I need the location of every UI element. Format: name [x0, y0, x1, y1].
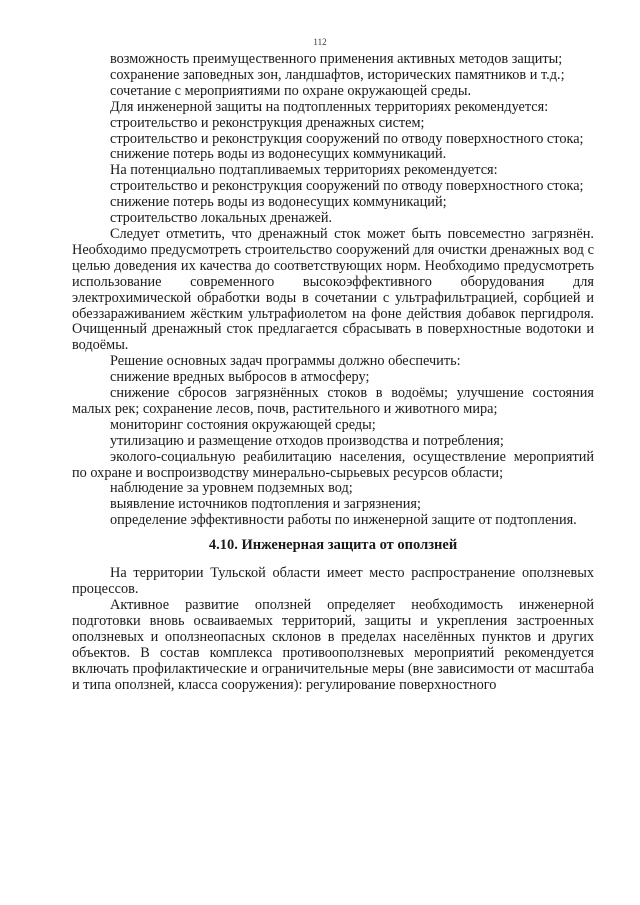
- page-number: 112: [313, 37, 327, 47]
- paragraph: сочетание с мероприятиями по охране окружающей среды.: [110, 82, 472, 99]
- paragraph: мониторинг состояния окружающей среды;: [110, 416, 376, 433]
- paragraph: снижение сбросов загрязнённых стоков в водоёмы; улучшение состояния малых рек; сохранение лесов, почв, растительного и животного мира;: [72, 385, 594, 417]
- paragraph: Активное развитие оползней определяет необходимость инженерной подготовки вновь осваиваемых территорий, защиты и укрепления застроенных оползневых и оползнеопасных склонов в пределах населённых пунктов и других объектов. В состав комплекса противооползневых мероприятий рекомендуется включать профилактические и ограничительные меры (вне зависимости от масштаба и типа оползней, класса сооружения): регулирование поверхностного: [72, 597, 594, 693]
- paragraph: утилизацию и размещение отходов производства и потребления;: [110, 432, 504, 449]
- paragraph: строительство и реконструкция сооружений по отводу поверхностного стока;: [110, 130, 584, 147]
- paragraphs-after: [72, 566, 594, 693]
- paragraph: строительство и реконструкция сооружений по отводу поверхностного стока;: [110, 178, 584, 195]
- body-text: [72, 52, 594, 693]
- section-title: 4.10. Инженерная защита от оползней: [208, 537, 458, 554]
- paragraph: наблюдение за уровнем подземных вод;: [110, 480, 353, 497]
- paragraph: Для инженерной защиты на подтопленных территориях рекомендуется:: [110, 98, 549, 115]
- paragraph: На потенциально подтапливаемых территориях рекомендуется:: [110, 162, 498, 179]
- paragraph: Следует отметить, что дренажный сток может быть повсеместно загрязнён. Необходимо предусмотреть строительство сооружений для очистки дренажных вод с целью доведения их качества до соответствующих норм. Необходимо предусмотреть использование современного высокоэффективного оборудования для электрохимической обработки воды в сочетании с ультрафильтрацией, сорбцией и обеззараживанием жёстким ультрафиолетом на фоне действия добавок пергидроля. Очищенный дренажный сток предлагается сбрасывать в поверхностные водотоки и водоёмы.: [72, 225, 594, 354]
- paragraph: строительство и реконструкция дренажных систем;: [110, 114, 425, 131]
- paragraph: снижение потерь воды из водонесущих коммуникаций;: [110, 194, 447, 211]
- paragraphs-before: [72, 52, 594, 529]
- paragraph: Решение основных задач программы должно обеспечить:: [110, 353, 461, 370]
- paragraph: сохранение заповедных зон, ландшафтов, исторических памятников и т.д.;: [110, 66, 565, 83]
- paragraph: снижение вредных выбросов в атмосферу;: [110, 369, 370, 386]
- paragraph: строительство локальных дренажей.: [110, 210, 333, 227]
- paragraph: определение эффективности работы по инженерной защите от подтопления.: [110, 512, 577, 529]
- paragraph: выявление источников подтопления и загрязнения;: [110, 496, 421, 513]
- paragraph: эколого-социальную реабилитацию населения, осуществление мероприятий по охране и воспроизводству минерально-сырьевых ресурсов области;: [72, 448, 594, 481]
- paragraph: На территории Тульской области имеет место распространение оползневых процессов.: [72, 565, 594, 598]
- paragraph: снижение потерь воды из водонесущих коммуникаций.: [110, 146, 447, 163]
- paragraph: возможность преимущественного применения активных методов защиты;: [110, 51, 563, 67]
